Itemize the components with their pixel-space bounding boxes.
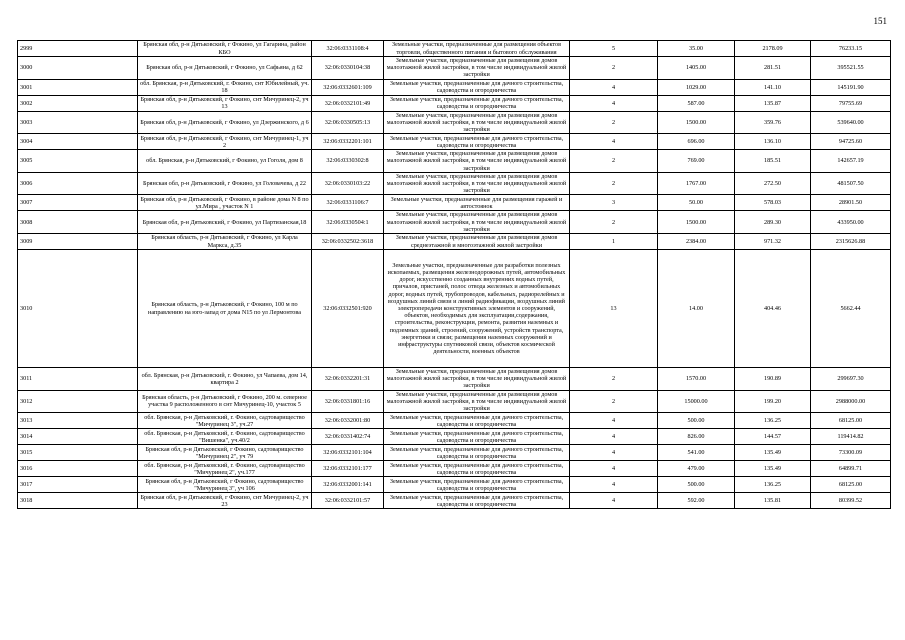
category-cell: 2 (570, 172, 658, 195)
land-use-cell: Земельные участки, предназначенные для дачного строительства, садоводства и огородничества (384, 95, 570, 111)
table-row (18, 79, 891, 95)
cadastral-value-cell: 28901.50 (811, 195, 891, 211)
cadastral-number-cell: 32:06:0331801:16 (312, 390, 384, 413)
cadastral-value-cell: 64899.71 (811, 461, 891, 477)
address-cell: обл. Брянская, р-н Дятьковский, г. Фокино, садтоварищество "Вишенка", уч.40/2 (138, 429, 312, 445)
land-use-cell: Земельные участки, предназначенные для дачного строительства, садоводства и огородничества (384, 429, 570, 445)
row-number: 3017 (18, 477, 138, 493)
row-number: 3004 (18, 134, 138, 150)
land-use-cell: Земельные участки, предназначенные для размещения домов малоэтажной жилой застройки, в том числе индивидуальной жилой застройки (384, 150, 570, 173)
cadastral-value-cell: 395521.55 (811, 57, 891, 80)
table-row (18, 195, 891, 211)
rate-cell: 135.49 (735, 445, 811, 461)
cadastral-number-cell: 32:06:0332101:49 (312, 95, 384, 111)
area-cell: 1405.00 (658, 57, 735, 80)
row-number: 3010 (18, 250, 138, 368)
cadastral-value-cell: 142657.19 (811, 150, 891, 173)
address-cell: Брянская область, р-н Дятьковский, г Фокино, 200 м. северное участка 9 расположенного в снт Мичуринец-10, участок 5 (138, 390, 312, 413)
cadastral-number-cell: 32:06:0330505:13 (312, 111, 384, 134)
category-cell: 2 (570, 111, 658, 134)
cadastral-value-cell: 73300.09 (811, 445, 891, 461)
rate-cell: 281.51 (735, 57, 811, 80)
table-row (18, 368, 891, 391)
rate-cell: 190.89 (735, 368, 811, 391)
category-cell: 1 (570, 234, 658, 250)
cadastral-value-cell: 299697.30 (811, 368, 891, 391)
cadastral-value-cell: 433950.00 (811, 211, 891, 234)
category-cell: 2 (570, 368, 658, 391)
row-number: 3013 (18, 413, 138, 429)
area-cell: 2384.00 (658, 234, 735, 250)
category-cell: 4 (570, 413, 658, 429)
row-number: 3003 (18, 111, 138, 134)
land-use-cell: Земельные участки, предназначенные для размещения домов малоэтажной жилой застройки, в том числе индивидуальной жилой застройки (384, 390, 570, 413)
row-number: 3011 (18, 368, 138, 391)
cadastral-value-cell: 119414.82 (811, 429, 891, 445)
cadastral-number-cell: 32:06:0332201:31 (312, 368, 384, 391)
table-row (18, 413, 891, 429)
table-row (18, 41, 891, 57)
cadastral-number-cell: 32:06:0332101:104 (312, 445, 384, 461)
row-number: 3014 (18, 429, 138, 445)
row-number: 3008 (18, 211, 138, 234)
row-number: 3009 (18, 234, 138, 250)
table-row (18, 493, 891, 509)
cadastral-value-cell: 481507.50 (811, 172, 891, 195)
land-use-cell: Земельные участки, предназначенные для размещения домов малоэтажной жилой застройки, в том числе индивидуальной жилой застройки (384, 111, 570, 134)
cadastral-number-cell: 32:06:0332001:141 (312, 477, 384, 493)
cadastral-value-cell: 2988000.00 (811, 390, 891, 413)
cadastral-value-cell: 68125.00 (811, 477, 891, 493)
cadastral-number-cell: 32:06:0332502:3618 (312, 234, 384, 250)
row-number: 3007 (18, 195, 138, 211)
cadastral-number-cell: 32:06:0332201:101 (312, 134, 384, 150)
category-cell: 4 (570, 95, 658, 111)
address-cell: Брянская обл, р-н Дятьковский, г Фокино, ул Партизанская,18 (138, 211, 312, 234)
category-cell: 3 (570, 195, 658, 211)
row-number: 3006 (18, 172, 138, 195)
land-use-cell: Земельные участки, предназначенные для размещения домов малоэтажной жилой застройки, в том числе индивидуальной жилой застройки (384, 368, 570, 391)
page-number: 151 (873, 16, 887, 26)
table-row (18, 390, 891, 413)
table-row (18, 234, 891, 250)
cadastral-number-cell: 32:06:0330103:22 (312, 172, 384, 195)
land-use-cell: Земельные участки, предназначенные для размещения домов малоэтажной жилой застройки, в том числе индивидуальной жилой застройки (384, 57, 570, 80)
category-cell: 2 (570, 390, 658, 413)
land-use-cell: Земельные участки, предназначенные для дачного строительства, садоводства и огородничества (384, 134, 570, 150)
area-cell: 769.00 (658, 150, 735, 173)
area-cell: 479.00 (658, 461, 735, 477)
row-number: 3015 (18, 445, 138, 461)
land-use-cell: Земельные участки, предназначенные для разработки полезных ископаемых, размещения железнодорожных путей, автомобильных дорог, искусственно созданных внутренних водных путей, причалов, пристаней, полос отвода железных и автомобильных дорог, водных путей, трубопроводов, кабельных, радиорелейных и воздушных линий связи и линий радиофикации, воздушных линий электропередачи конструктивных элементов и сооружений, объектов, необходимых для эксплуатации,содержания, строительства, реконструкции, ремонта, развития наземных и подземных зданий, строений, сооружений, устройств транспорта, энергетики и связи; размещения наземных сооружений и инфраструктуры спутниковой связи, объектов космической деятельности, военных объектов (384, 250, 570, 368)
table-row (18, 111, 891, 134)
category-cell: 2 (570, 150, 658, 173)
address-cell: Брянская область, р-н Дятьковский, г Фокино, ул Карла Маркса, д.35 (138, 234, 312, 250)
cadastral-number-cell: 32:06:0332101:57 (312, 493, 384, 509)
land-use-cell: Земельные участки, предназначенные для дачного строительства, садоводства и огородничества (384, 445, 570, 461)
area-cell: 1570.00 (658, 368, 735, 391)
address-cell: обл. Брянская, р-н Дятьковский, г. Фокино, снт Юбилейный, уч. 18 (138, 79, 312, 95)
address-cell: Брянская обл, р-н Дятьковский, г Фокино, в районе дома N 8 по ул.Мира , участок N 1 (138, 195, 312, 211)
category-cell: 13 (570, 250, 658, 368)
area-cell: 541.00 (658, 445, 735, 461)
address-cell: Брянская обл, р-н Дятьковский, г Фокино, снт Мичуринец-2, уч 23 (138, 493, 312, 509)
land-use-cell: Земельные участки, предназначенные для размещения домов среднеэтажной и многоэтажной жилой застройки (384, 234, 570, 250)
cadastral-number-cell: 32:06:0330104:38 (312, 57, 384, 80)
category-cell: 4 (570, 79, 658, 95)
table-row (18, 95, 891, 111)
rate-cell: 135.87 (735, 95, 811, 111)
area-cell: 696.00 (658, 134, 735, 150)
rate-cell: 199.20 (735, 390, 811, 413)
category-cell: 4 (570, 461, 658, 477)
area-cell: 587.00 (658, 95, 735, 111)
address-cell: Брянская обл, р-н Дятьковский, г Фокино, ул Сафьяна, д 62 (138, 57, 312, 80)
rate-cell: 135.49 (735, 461, 811, 477)
rate-cell: 136.25 (735, 477, 811, 493)
area-cell: 14.00 (658, 250, 735, 368)
cadastral-number-cell: 32:06:0332001:80 (312, 413, 384, 429)
table-row (18, 150, 891, 173)
cadastral-value-cell: 94725.60 (811, 134, 891, 150)
area-cell: 1500.00 (658, 211, 735, 234)
row-number: 3012 (18, 390, 138, 413)
category-cell: 4 (570, 429, 658, 445)
row-number: 3018 (18, 493, 138, 509)
table-row (18, 211, 891, 234)
cadastral-number-cell: 32:06:0331402:74 (312, 429, 384, 445)
table-row (18, 57, 891, 80)
land-use-cell: Земельные участки, предназначенные для размещения гаражей и автостоянок (384, 195, 570, 211)
address-cell: обл. Брянская, р-н Дятьковский, г Фокино, ул Гоголя, дом 8 (138, 150, 312, 173)
cadastral-registry-table (17, 40, 891, 509)
address-cell: обл. Брянская, р-н Дятьковский, г. Фокино, садтоварищество "Мичуринец 3", уч.27 (138, 413, 312, 429)
address-cell: Брянская обл, р-н Дятьковский, г Фокино, садтоварищество "Мичуринец 2", уч 79 (138, 445, 312, 461)
category-cell: 4 (570, 477, 658, 493)
cadastral-number-cell: 32:06:0331106:7 (312, 195, 384, 211)
table-row (18, 477, 891, 493)
table-row (18, 134, 891, 150)
land-use-cell: Земельные участки, предназначенные для дачного строительства, садоводства и огородничества (384, 477, 570, 493)
cadastral-number-cell: 32:06:0330302:8 (312, 150, 384, 173)
rate-cell: 135.81 (735, 493, 811, 509)
table-row (18, 445, 891, 461)
cadastral-number-cell: 32:06:0332501:920 (312, 250, 384, 368)
category-cell: 2 (570, 211, 658, 234)
cadastral-value-cell: 80399.52 (811, 493, 891, 509)
rate-cell: 578.03 (735, 195, 811, 211)
address-cell: обл. Брянская, р-н Дятьковский, г. Фокино, ул Чапаева, дом 14, квартира 2 (138, 368, 312, 391)
rate-cell: 404.46 (735, 250, 811, 368)
address-cell: Брянская обл, р-н Дятьковский, г Фокино, ул Головачева, д 22 (138, 172, 312, 195)
table-row (18, 461, 891, 477)
address-cell: Брянская обл, р-н Дятьковский, г Фокино, ул Гагарина, район КБО (138, 41, 312, 57)
cadastral-value-cell: 5662.44 (811, 250, 891, 368)
area-cell: 15000.00 (658, 390, 735, 413)
land-use-cell: Земельные участки, предназначенные для дачного строительства, садоводства и огородничества (384, 461, 570, 477)
area-cell: 826.00 (658, 429, 735, 445)
category-cell: 4 (570, 493, 658, 509)
address-cell: Брянская область, р-н Дятьковский, г Фокино, 100 м по направлению на юго-запад от дома N15 по ул Лермонтова (138, 250, 312, 368)
row-number: 3002 (18, 95, 138, 111)
row-number: 3001 (18, 79, 138, 95)
cadastral-value-cell: 2315626.88 (811, 234, 891, 250)
category-cell: 4 (570, 134, 658, 150)
land-use-cell: Земельные участки, предназначенные для дачного строительства, садоводства и огородничества (384, 79, 570, 95)
rate-cell: 185.51 (735, 150, 811, 173)
address-cell: Брянская обл, р-н Дятьковский, г Фокино, ул Дзержинского, д 6 (138, 111, 312, 134)
cadastral-value-cell: 76233.15 (811, 41, 891, 57)
cadastral-number-cell: 32:06:0332601:109 (312, 79, 384, 95)
address-cell: Брянская обл, р-н Дятьковский, г Фокино, садтоварищество "Мичуринец 3", уч 106 (138, 477, 312, 493)
rate-cell: 272.50 (735, 172, 811, 195)
cadastral-value-cell: 68125.00 (811, 413, 891, 429)
rate-cell: 971.32 (735, 234, 811, 250)
rate-cell: 289.30 (735, 211, 811, 234)
area-cell: 500.00 (658, 413, 735, 429)
cadastral-number-cell: 32:06:0330504:1 (312, 211, 384, 234)
address-cell: Брянская обл, р-н Дятьковский, г Фокино, снт Мичуринец-1, уч 2 (138, 134, 312, 150)
land-use-cell: Земельные участки, предназначенные для размещения объектов торговли, общественного питания и бытового обслуживания (384, 41, 570, 57)
table-row (18, 172, 891, 195)
land-use-cell: Земельные участки, предназначенные для размещения домов малоэтажной жилой застройки, в том числе индивидуальной жилой застройки (384, 172, 570, 195)
land-use-cell: Земельные участки, предназначенные для дачного строительства, садоводства и огородничества (384, 493, 570, 509)
row-number: 3000 (18, 57, 138, 80)
table-row (18, 429, 891, 445)
area-cell: 1500.00 (658, 111, 735, 134)
row-number: 3016 (18, 461, 138, 477)
rate-cell: 2178.09 (735, 41, 811, 57)
cadastral-number-cell: 32:06:0331108:4 (312, 41, 384, 57)
rate-cell: 144.57 (735, 429, 811, 445)
rate-cell: 141.10 (735, 79, 811, 95)
cadastral-value-cell: 539640.00 (811, 111, 891, 134)
area-cell: 35.00 (658, 41, 735, 57)
cadastral-value-cell: 145191.90 (811, 79, 891, 95)
area-cell: 592.00 (658, 493, 735, 509)
cadastral-number-cell: 32:06:0332101:177 (312, 461, 384, 477)
address-cell: обл. Брянская, р-н Дятьковский, г. Фокино, садтоварищество "Мичуринец 2", уч.177 (138, 461, 312, 477)
table-body (18, 41, 891, 509)
address-cell: Брянская обл, р-н Дятьковский, г Фокино, снт Мичуринец-2, уч 13 (138, 95, 312, 111)
area-cell: 500.00 (658, 477, 735, 493)
row-number: 2999 (18, 41, 138, 57)
category-cell: 4 (570, 445, 658, 461)
row-number: 3005 (18, 150, 138, 173)
category-cell: 5 (570, 41, 658, 57)
land-use-cell: Земельные участки, предназначенные для размещения домов малоэтажной жилой застройки, в том числе индивидуальной жилой застройки (384, 211, 570, 234)
area-cell: 1767.00 (658, 172, 735, 195)
rate-cell: 136.25 (735, 413, 811, 429)
rate-cell: 359.76 (735, 111, 811, 134)
land-use-cell: Земельные участки, предназначенные для дачного строительства, садоводства и огородничества (384, 413, 570, 429)
area-cell: 1029.00 (658, 79, 735, 95)
cadastral-value-cell: 79755.69 (811, 95, 891, 111)
rate-cell: 136.10 (735, 134, 811, 150)
area-cell: 50.00 (658, 195, 735, 211)
category-cell: 2 (570, 57, 658, 80)
table-row (18, 250, 891, 368)
